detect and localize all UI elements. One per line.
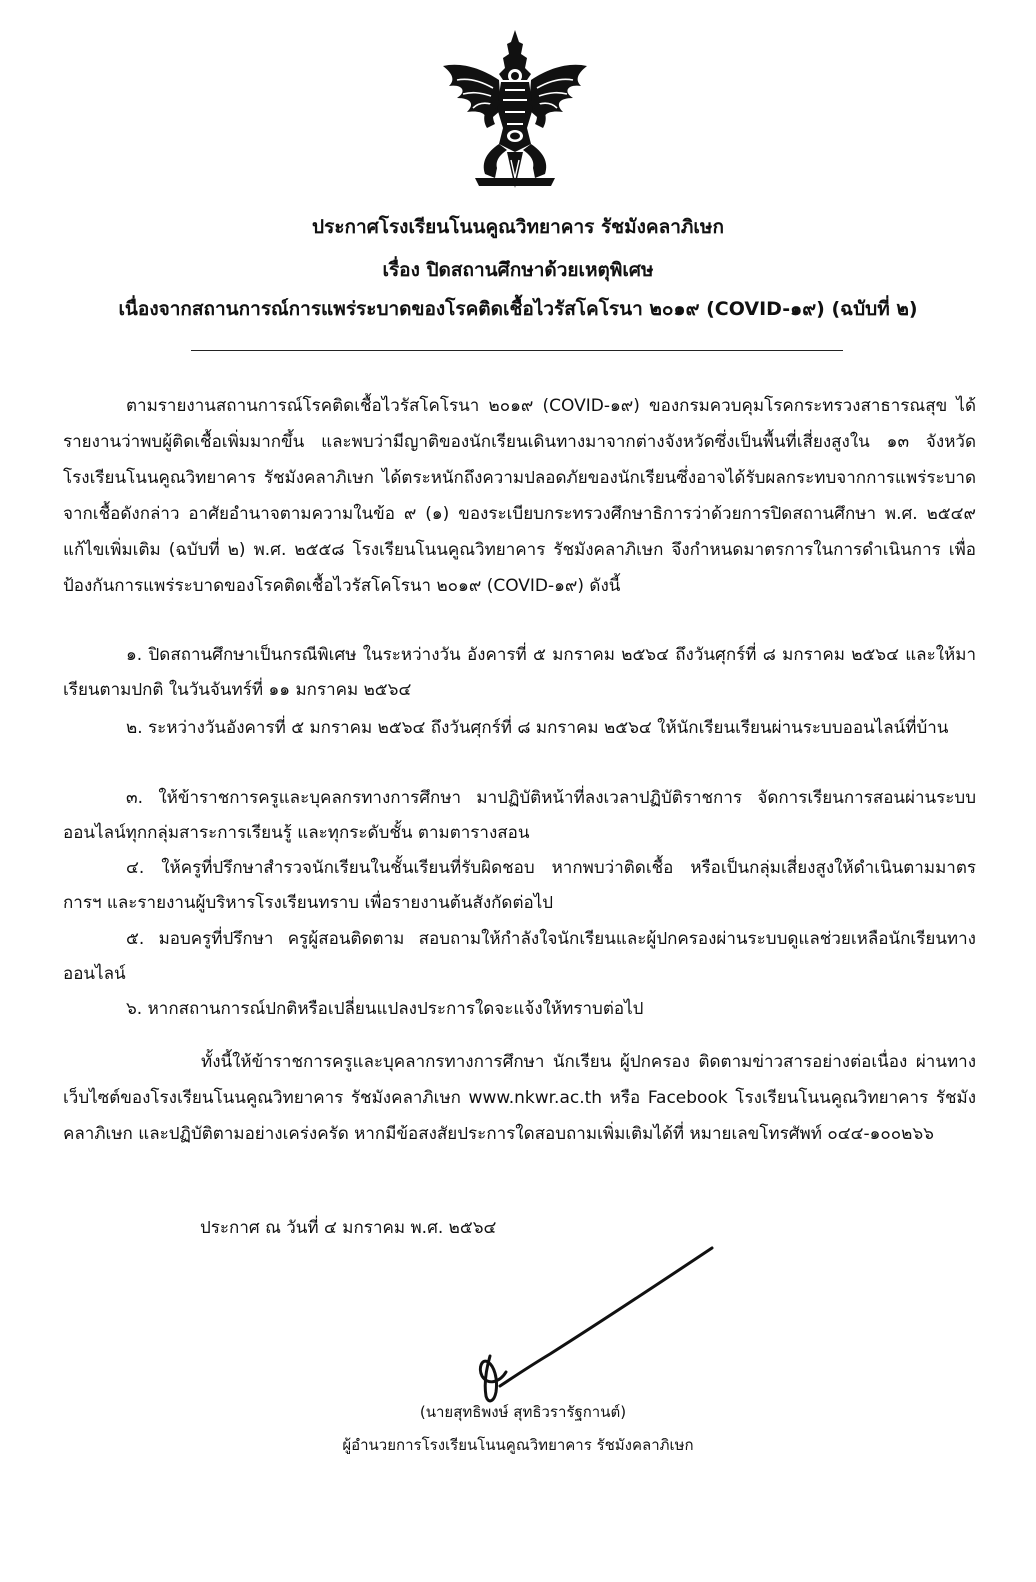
handwritten-signature <box>460 1236 720 1416</box>
measure-item-6: ๖. หากสถานการณ์ปกติหรือเปลี่ยนแปลงประการใดจะแจ้งให้ทราบต่อไป <box>126 999 644 1019</box>
measure-item-1: ๑. ปิดสถานศึกษาเป็นกรณีพิเศษ ในระหว่างวัน อังคารที่ ๕ มกราคม ๒๕๖๔ ถึงวันศุกร์ที่ ๘ มกราคม ๒๕๖๔ และให้มาเรียนตามปกติ ในวันจันทร์ที่ ๑๑ มกราคม ๒๕๖๔ <box>63 645 976 700</box>
closing-paragraph: ทั้งนี้ให้ข้าราชการครูและบุคลากรทางการศึกษา นักเรียน ผู้ปกครอง ติดตามข่าวสารอย่างต่อเนื่อง ผ่านทางเว็บไซต์ของโรงเรียนโนนคูณวิทยาคาร รัชมังคลาภิเษก www.nkwr.ac.th หรือ Facebook โรงเรียนโนนคูณวิทยาคาร รัชมังคลาภิเษก และปฏิบัติตามอย่างเคร่งครัด หากมีข้อสงสัยประการใดสอบถามเพิ่มเติมได้ที่ หมายเลขโทรศัพท์ ๐๔๔-๑๐๐๒๖๖ <box>63 1052 976 1144</box>
announcement-date: ประกาศ ณ วันที่ ๔ มกราคม พ.ศ. ๒๕๖๔ <box>200 1218 497 1238</box>
signer-name: (นายสุทธิพงษ์ สุทธิวรารัฐกานต์) <box>419 1403 627 1421</box>
announcement-header: ประกาศโรงเรียนโนนคูณวิทยาคาร รัชมังคลาภิเษก <box>312 216 724 238</box>
measure-item-2: ๒. ระหว่างวันอังคารที่ ๕ มกราคม ๒๕๖๔ ถึงวันศุกร์ที่ ๘ มกราคม ๒๕๖๔ ให้นักเรียนเรียนผ่านระบบออนไลน์ที่บ้าน <box>126 718 949 738</box>
measure-item-5: ๕. มอบครูที่ปรึกษา ครูผู้สอนติดตาม สอบถามให้กำลังใจนักเรียนและผู้ปกครองผ่านระบบดูแลช่วยเหลือนักเรียนทางออนไลน์ <box>63 929 976 984</box>
announcement-reason: เนื่องจากสถานการณ์การแพร่ระบาดของโรคติดเชื้อไวรัสโคโรนา ๒๐๑๙ (COVID-๑๙) (ฉบับที่ ๒) <box>118 298 918 320</box>
header-divider <box>191 350 843 351</box>
announcement-subject: เรื่อง ปิดสถานศึกษาด้วยเหตุพิเศษ <box>382 259 654 281</box>
intro-paragraph: ตามรายงานสถานการณ์โรคติดเชื้อไวรัสโคโรนา ๒๐๑๙ (COVID-๑๙) ของกรมควบคุมโรคกระทรวงสาธารณสุข ได้รายงานว่าพบผู้ติดเชื้อเพิ่มมากขึ้น และพบว่ามีญาติของนักเรียนเดินทางมาจากต่างจังหวัดซึ่งเป็นพื้นที่เสี่ยงสูงใน ๑๓ จังหวัด โรงเรียนโนนคูณวิทยาคาร รัชมังคลาภิเษก ได้ตระหนักถึงความปลอดภัยของนักเรียนซึ่งอาจได้รับผลกระทบจากการแพร่ระบาดจากเชื้อดังกล่าว อาศัยอำนาจตามความในข้อ ๙ (๑) ของระเบียบกระทรวงศึกษาธิการว่าด้วยการปิดสถานศึกษา พ.ศ. ๒๕๔๙ แก้ไขเพิ่มเติม (ฉบับที่ ๒) พ.ศ. ๒๕๕๘ โรงเรียนโนนคูณวิทยาคาร รัชมังคลาภิเษก จึงกำหนดมาตรการในการดำเนินการ เพื่อป้องกันการแพร่ระบาดของโรคติดเชื้อไวรัสโคโรนา ๒๐๑๙ (COVID-๑๙) ดังนี้ <box>63 396 976 596</box>
garuda-emblem-icon <box>441 28 589 194</box>
signer-position: ผู้อำนวยการโรงเรียนโนนคูณวิทยาคาร รัชมังคลาภิเษก <box>342 1436 694 1454</box>
measure-item-4: ๔. ให้ครูที่ปรึกษาสำรวจนักเรียนในชั้นเรียนที่รับผิดชอบ หากพบว่าติดเชื้อ หรือเป็นกลุ่มเสี่ยงสูงให้ดำเนินตามมาตรการฯ และรายงานผู้บริหารโรงเรียนทราบ เพื่อรายงานต้นสังกัดต่อไป <box>63 858 976 913</box>
measure-item-3: ๓. ให้ข้าราชการครูและบุคลกรทางการศึกษา มาปฏิบัติหน้าที่ลงเวลาปฏิบัติราชการ จัดการเรียนการสอนผ่านระบบออนไลน์ทุกกลุ่มสาระการเรียนรู้ และทุกระดับชั้น ตามตารางสอน <box>63 788 976 843</box>
